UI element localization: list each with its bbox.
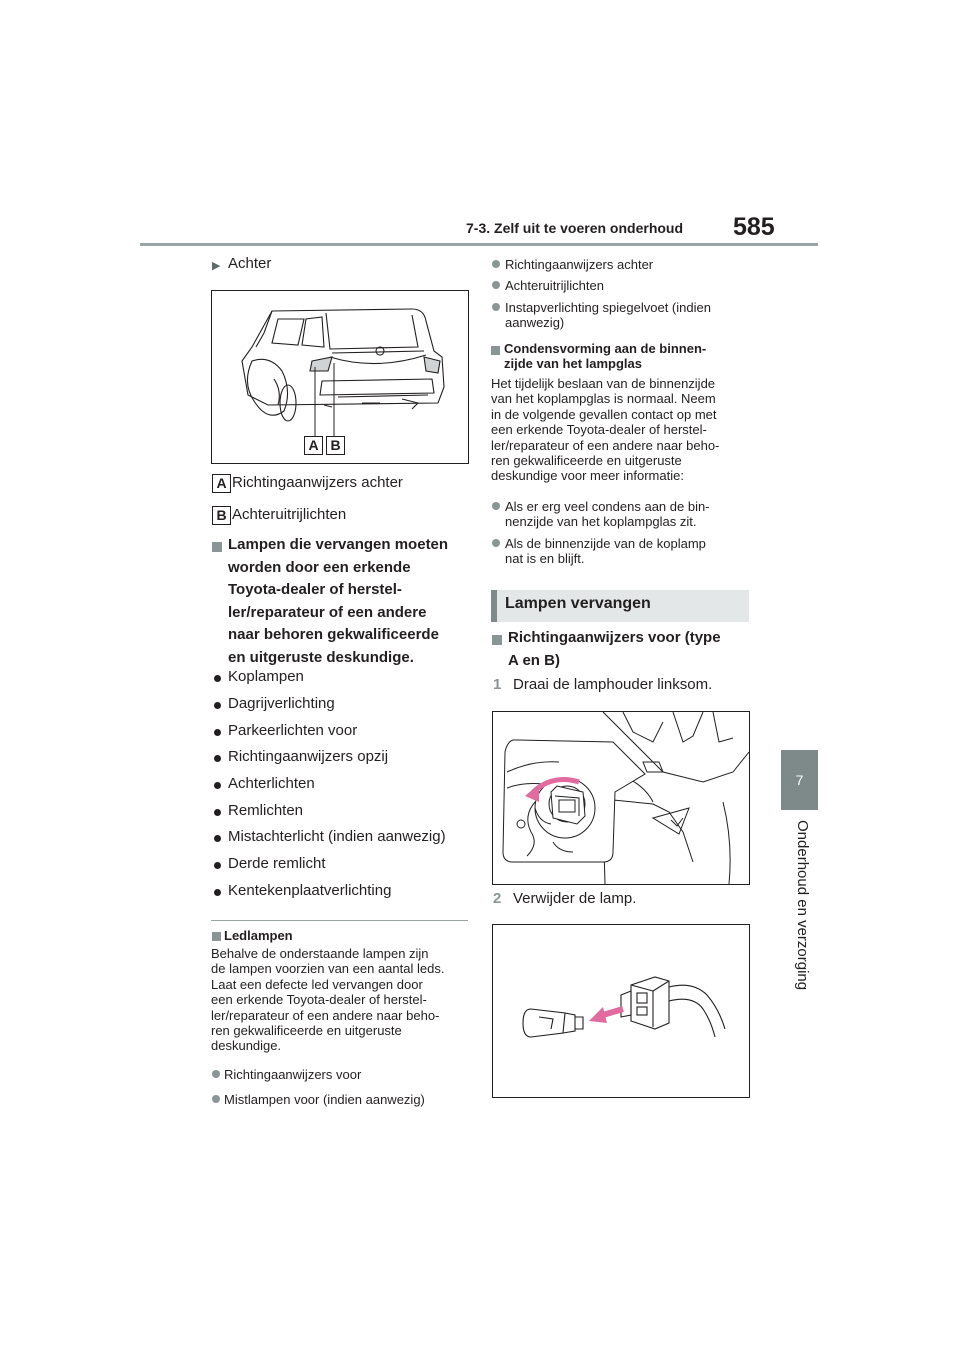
- step-number: 1: [493, 676, 502, 693]
- square-bullet-icon: [491, 346, 500, 355]
- legend-text-b: Achteruitrijlichten: [232, 506, 347, 523]
- remove-bulb-figure: [492, 924, 750, 1098]
- bullet-dot-icon: [214, 729, 221, 736]
- sub-heading: Richtingaanwijzers voor (type A en B): [508, 629, 721, 669]
- list-item: Derde remlicht: [228, 855, 326, 872]
- bullet-dot-icon: [492, 281, 500, 289]
- legend-key-a: A: [212, 474, 231, 493]
- section-title: 7-3. Zelf uit te voeren onderhoud: [466, 220, 684, 236]
- page-number: 585: [733, 213, 775, 241]
- chapter-label: Onderhoud en verzorging: [794, 820, 811, 991]
- bullet-dot-icon: [214, 809, 221, 816]
- list-item: Parkeerlichten voor: [228, 722, 358, 739]
- list-item: Als de binnenzijde van de koplamp nat is en blijft.: [505, 536, 706, 567]
- condens-heading: Condensvorming aan de binnen- zijde van het lampglas: [504, 341, 707, 372]
- step-number: 2: [493, 890, 502, 907]
- list-item: Als er erg veel condens aan de bin- nenzijde van het koplampglas zit.: [505, 499, 710, 530]
- remove-bulb-illustration: [493, 925, 749, 1097]
- section-divider: [211, 920, 468, 921]
- led-heading: Ledlampen: [224, 928, 293, 943]
- step-text: Draai de lamphouder linksom.: [513, 676, 713, 693]
- figure-label-a: A: [304, 436, 323, 455]
- lamp-holder-illustration: [493, 712, 749, 884]
- list-item: Kentekenplaatverlichting: [228, 882, 392, 899]
- list-item: Achteruitrijlichten: [505, 278, 604, 293]
- led-paragraph: Behalve de onderstaande lampen zijn de lampen voorzien van een aantal leds. Laat een defecte led vervangen door een erkende Toyota-dealer of herstel- ler/reparateur of een andere naar beho- ren gekwalificeerde en uitgeruste deskundige.: [211, 946, 445, 1054]
- list-item: Richtingaanwijzers voor: [224, 1067, 362, 1082]
- bullet-dot-icon: [492, 539, 500, 547]
- bullet-dot-icon: [214, 835, 221, 842]
- square-bullet-icon: [492, 635, 502, 645]
- square-bullet-icon: [212, 542, 222, 552]
- list-item: Remlichten: [228, 802, 304, 819]
- dealer-heading: Lampen die vervangen moeten worden door een erkende Toyota-dealer of herstel- ler/reparateur of een andere naar behoren gekwalificeerde en uitgeruste deskundige.: [228, 536, 449, 666]
- list-item: Instapverlichting spiegelvoet (indien aanwezig): [505, 300, 711, 331]
- chapter-tab[interactable]: 7: [781, 750, 818, 810]
- bullet-dot-icon: [214, 675, 221, 682]
- bullet-dot-icon: [212, 1095, 220, 1103]
- triangle-bullet-icon: ▶: [212, 260, 221, 272]
- bullet-dot-icon: [212, 1070, 220, 1078]
- bullet-dot-icon: [214, 889, 221, 896]
- header-rule: [140, 243, 818, 246]
- section-heading-bar: [491, 590, 497, 622]
- list-item: Mistachterlicht (indien aanwezig): [228, 828, 446, 845]
- bullet-dot-icon: [492, 303, 500, 311]
- rear-car-figure: [211, 290, 469, 464]
- step-text: Verwijder de lamp.: [513, 890, 637, 907]
- list-item: Koplampen: [228, 668, 304, 685]
- lamp-holder-figure: [492, 711, 750, 885]
- list-item: Richtingaanwijzers opzij: [228, 748, 389, 765]
- figure-label-b: B: [326, 436, 345, 455]
- legend-key-b: B: [212, 506, 231, 525]
- section-heading-text: Lampen vervangen: [505, 595, 651, 612]
- bullet-dot-icon: [214, 862, 221, 869]
- condens-paragraph: Het tijdelijk beslaan van de binnenzijde van het koplampglas is normaal. Neem in de volgende gevallen contact op met een erkende Toyota-dealer of herstel- ler/reparateur of een andere naar beho- ren gekwalificeerde en uitgeruste deskundige voor meer informatie:: [491, 376, 720, 484]
- list-item: Dagrijverlichting: [228, 695, 335, 712]
- list-item: Achterlichten: [228, 775, 315, 792]
- bullet-dot-icon: [492, 502, 500, 510]
- list-item: Richtingaanwijzers achter: [505, 257, 654, 272]
- legend-text-a: Richtingaanwijzers achter: [232, 474, 403, 491]
- bullet-dot-icon: [214, 782, 221, 789]
- bullet-dot-icon: [214, 755, 221, 762]
- bullet-dot-icon: [214, 702, 221, 709]
- heading-achter: Achter: [228, 255, 272, 272]
- section-heading: [491, 590, 749, 622]
- list-item: Mistlampen voor (indien aanwezig): [224, 1092, 425, 1107]
- square-bullet-icon: [212, 932, 221, 941]
- bullet-dot-icon: [492, 260, 500, 268]
